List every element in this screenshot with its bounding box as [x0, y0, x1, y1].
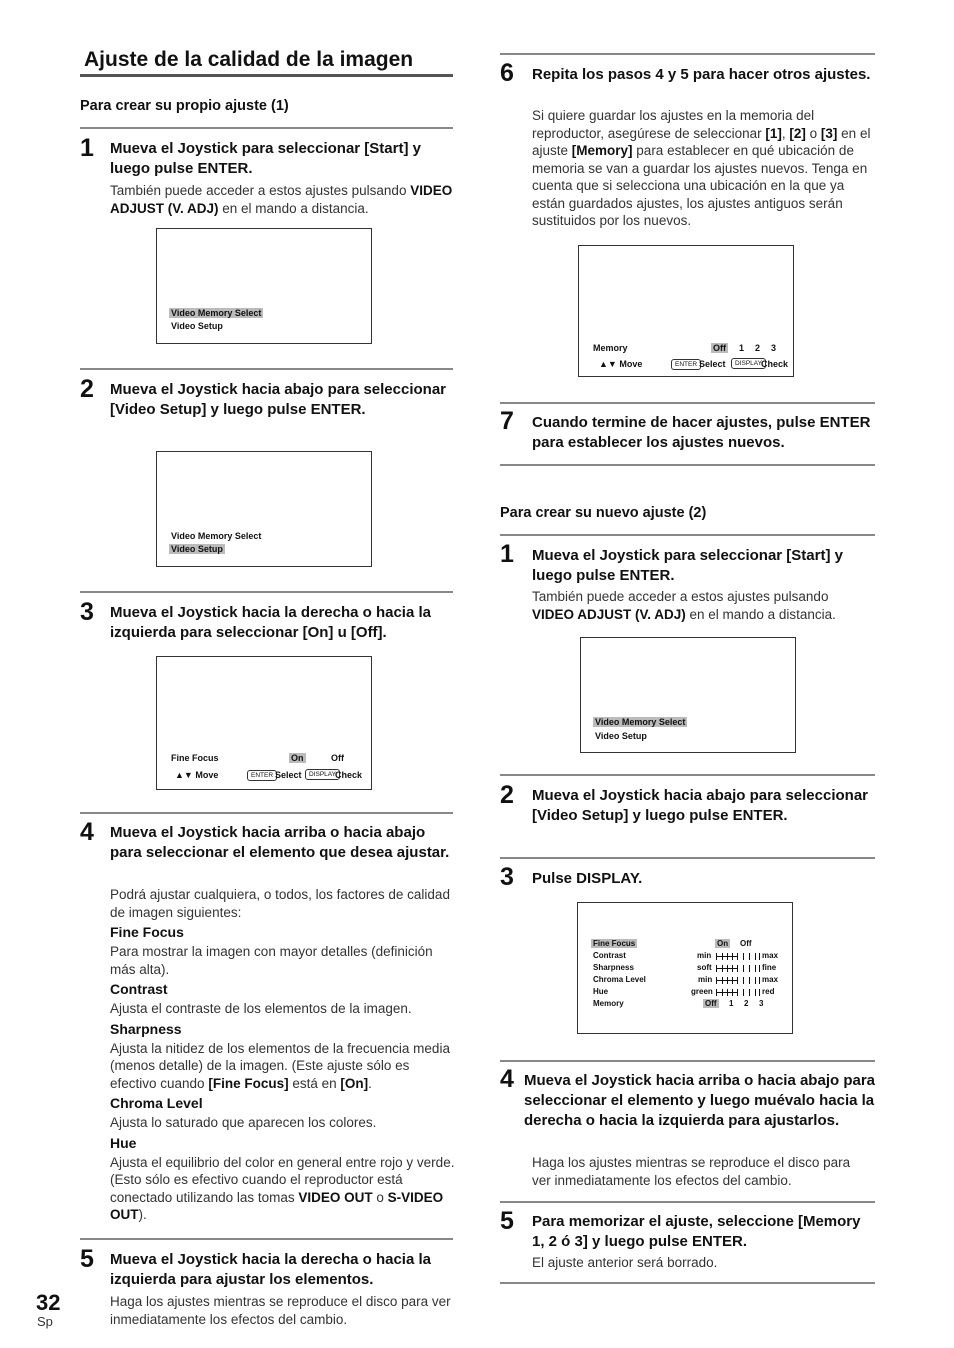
osd-video-setup: Video Setup	[595, 731, 647, 741]
step-body: Haga los ajustes mientras se reproduce el disco para ver inmediatamente los efectos del cambio.	[110, 1294, 451, 1327]
step-number: 1	[80, 134, 94, 162]
step-number: 6	[500, 59, 514, 87]
step-heading: Pulse DISPLAY.	[532, 870, 643, 887]
osd-memory: Memory	[593, 343, 628, 353]
osd-memory-3: 3	[759, 999, 764, 1008]
display-key-icon: DISPLAY	[305, 769, 340, 780]
osd-contrast-min: min	[697, 951, 712, 960]
osd-hue-red: red	[762, 987, 775, 996]
osd-check: Check	[335, 770, 363, 780]
step-number: 4	[80, 818, 94, 846]
step-heading: Repita los pasos 4 y 5 para hacer otros ajustes.	[532, 66, 871, 83]
term-sharpness: Sharpness	[110, 1020, 182, 1037]
osd-video-memory-select: Video Memory Select	[171, 531, 262, 541]
osd-sharpness-soft: soft	[697, 963, 712, 972]
step-heading: Para memorizar el ajuste, seleccione [Memory 1, 2 ó 3] y luego pulse ENTER.	[532, 1213, 861, 1250]
enter-key-icon: ENTER	[671, 359, 701, 370]
step-body: El ajuste anterior será borrado.	[532, 1255, 718, 1270]
osd-on: On	[291, 753, 304, 763]
osd-contrast: Contrast	[593, 951, 626, 960]
osd-memory-1: 1	[739, 343, 745, 353]
divider	[500, 774, 875, 776]
osd-move-hint: ▲▼ Move	[175, 770, 219, 780]
osd-video-setup: Video Setup	[171, 544, 223, 554]
sharpness-slider	[716, 964, 760, 972]
osd-move-hint: ▲▼ Move	[599, 359, 643, 369]
step-body: Podrá ajustar cualquiera, o todos, los factores de calidad de imagen siguientes: Fine Focus Para mostrar la imagen con mayor detalles (definición más alta). Contrast Ajusta el contraste de los elementos de la imagen. Sharpness Ajusta la nitidez de los elementos de la frecuencia media (menos detalle) de la imagen. (Este ajuste sólo es efectivo cuando [Fine Focus] está en [On]. Chroma Level Ajusta lo saturado que aparecen los colores. Hue Ajusta el equilibrio del color en general entre rojo y verde. (Esto sólo es efectivo cuando el reproductor está conectado utilizando las tomas VIDEO OUT o S-VIDEO OUT).	[110, 887, 455, 1222]
step-body: También puede acceder a estos ajustes pulsando VIDEO ADJUST (V. ADJ) en el mando a distancia.	[110, 183, 453, 216]
step-heading: Mueva el Joystick hacia arriba o hacia abajo para seleccionar el elemento y luego muévalo hacia la derecha o hacia la izquierda para ajustarlos.	[524, 1072, 875, 1129]
osd-off: Off	[713, 343, 726, 353]
divider	[500, 1201, 875, 1203]
term-hue: Hue	[110, 1134, 137, 1151]
osd-screen	[156, 228, 372, 344]
chroma-slider	[716, 976, 760, 984]
divider	[500, 53, 875, 55]
osd-memory-off: Off	[705, 999, 717, 1008]
term-fine-focus: Fine Focus	[110, 924, 184, 940]
osd-fine-focus: Fine Focus	[593, 939, 636, 948]
section1-title: Para crear su propio ajuste (1)	[80, 98, 289, 114]
step-heading: Cuando termine de hacer ajustes, pulse ENTER para establecer los ajustes nuevos.	[532, 414, 871, 451]
display-key-icon: DISPLAY	[731, 358, 766, 369]
osd-chroma-min: min	[698, 975, 713, 984]
section2-title: Para crear su nuevo ajuste (2)	[500, 505, 707, 521]
step-number: 2	[500, 781, 514, 809]
osd-screen	[578, 245, 794, 377]
hue-slider	[716, 988, 760, 996]
osd-hue: Hue	[593, 987, 609, 996]
osd-screen	[577, 902, 793, 1034]
osd-screen	[156, 656, 372, 790]
osd-sharpness-fine: fine	[762, 963, 777, 972]
step-number: 2	[80, 375, 94, 403]
step-heading: Mueva el Joystick hacia arriba o hacia abajo para seleccionar el elemento que desea ajustar.	[110, 824, 450, 861]
step-body: Si quiere guardar los ajustes en la memoria del reproductor, asegúrese de seleccionar [1], [2] o [3] en el ajuste [Memory] para establecer en qué ubicación de memoria se van a guardar los ajustes nuevos. Tenga en cuenta que si selecciona una ubicación en la que ya están guardados ajustes, los ajustes antiguos serán sustituidos por los nuevos.	[532, 108, 871, 228]
step-number: 1	[500, 540, 514, 568]
step-number: 3	[500, 863, 514, 891]
step-heading: Mueva el Joystick hacia la derecha o hacia la izquierda para ajustar los elementos.	[110, 1251, 431, 1288]
divider	[500, 402, 875, 404]
osd-contrast-max: max	[762, 951, 779, 960]
contrast-slider	[716, 952, 760, 960]
osd-select: Select	[275, 770, 302, 780]
divider	[500, 1282, 875, 1284]
divider	[500, 464, 875, 466]
osd-chroma-max: max	[762, 975, 779, 984]
divider	[80, 591, 453, 593]
osd-video-setup: Video Setup	[171, 321, 223, 331]
step-heading: Mueva el Joystick hacia la derecha o hacia la izquierda para seleccionar [On] u [Off].	[110, 604, 431, 641]
step-heading: Mueva el Joystick hacia abajo para seleccionar [Video Setup] y luego pulse ENTER.	[110, 381, 447, 418]
osd-memory-2: 2	[755, 343, 761, 353]
up-down-arrow-icon: ▲▼	[175, 770, 193, 780]
osd-off: Off	[331, 753, 344, 763]
divider	[80, 1238, 453, 1240]
divider	[500, 534, 875, 536]
osd-select: Select	[699, 359, 726, 369]
step-number: 4	[500, 1065, 514, 1093]
step-number: 3	[80, 598, 94, 626]
osd-screen	[580, 637, 796, 753]
term-chroma-level: Chroma Level	[110, 1095, 203, 1111]
step-number: 5	[80, 1245, 94, 1273]
osd-memory-2: 2	[744, 999, 749, 1008]
osd-fine-focus: Fine Focus	[171, 753, 219, 763]
osd-video-memory-select: Video Memory Select	[171, 308, 262, 318]
divider	[80, 812, 453, 814]
step-number: 5	[500, 1207, 514, 1235]
divider	[80, 127, 453, 129]
step-number: 7	[500, 407, 514, 435]
osd-chroma-level: Chroma Level	[593, 975, 646, 984]
divider	[80, 368, 453, 370]
osd-off: Off	[740, 939, 752, 948]
step-heading: Mueva el Joystick para seleccionar [Start] y luego pulse ENTER.	[532, 547, 843, 584]
osd-screen	[156, 451, 372, 567]
step-heading: Mueva el Joystick hacia abajo para seleccionar [Video Setup] y luego pulse ENTER.	[532, 787, 869, 824]
osd-check: Check	[761, 359, 789, 369]
up-down-arrow-icon: ▲▼	[599, 359, 617, 369]
osd-sharpness: Sharpness	[593, 963, 634, 972]
enter-key-icon: ENTER	[247, 770, 277, 781]
osd-video-memory-select: Video Memory Select	[595, 717, 686, 727]
step-heading: Mueva el Joystick para seleccionar [Start] y luego pulse ENTER.	[110, 140, 421, 177]
osd-hue-green: green	[691, 987, 713, 996]
page-title: Ajuste de la calidad de la imagen	[84, 48, 414, 71]
divider	[500, 1060, 875, 1062]
osd-memory-3: 3	[771, 343, 777, 353]
osd-memory: Memory	[593, 999, 624, 1008]
osd-on: On	[717, 939, 729, 948]
page-number: 32	[36, 1290, 61, 1315]
divider	[500, 857, 875, 859]
term-contrast: Contrast	[110, 981, 168, 997]
osd-memory-1: 1	[729, 999, 734, 1008]
page-language: Sp	[37, 1314, 53, 1329]
title-rule	[80, 74, 453, 77]
step-body: También puede acceder a estos ajustes pulsando VIDEO ADJUST (V. ADJ) en el mando a distancia.	[532, 589, 836, 622]
step-body: Haga los ajustes mientras se reproduce el disco para ver inmediatamente los efectos del cambio.	[532, 1155, 851, 1188]
